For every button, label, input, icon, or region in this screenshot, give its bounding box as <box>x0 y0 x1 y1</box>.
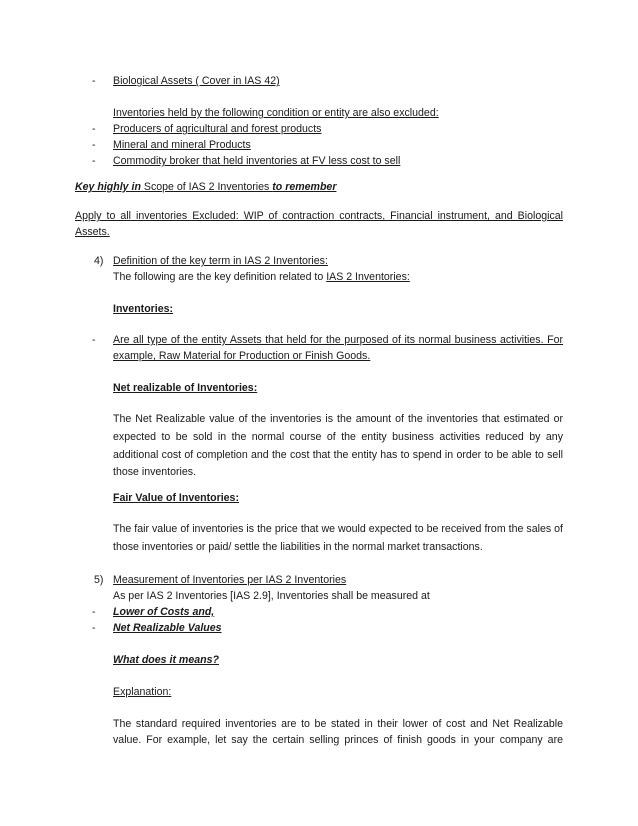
exclusion-item: Producers of agricultural and forest products <box>113 123 322 135</box>
inventories-heading: Inventories: <box>113 303 174 315</box>
exclusion-intro: Inventories held by the following condition or entity are also excluded: <box>113 107 439 119</box>
list-dash: - <box>92 139 96 151</box>
explanation-paragraph-line: value. For example, let say the certain selling princes of finish goods in your company are <box>113 734 563 746</box>
exclusion-item: Commodity broker that held inventories at FV less cost to sell <box>113 155 401 167</box>
list-dash: - <box>92 622 96 634</box>
section-5-number: 5) <box>94 574 104 586</box>
explanation-heading: Explanation: <box>113 686 172 698</box>
section-5-intro: As per IAS 2 Inventories [IAS 2.9], Inventories shall be measured at <box>113 590 430 602</box>
question-heading: What does it means? <box>113 654 219 666</box>
key-highlight-tail: to remember <box>272 181 337 193</box>
list-dash: - <box>92 75 96 87</box>
section-5-title: Measurement of Inventories per IAS 2 Inventories <box>113 574 347 586</box>
key-highlight-lead: Key highly in <box>75 181 141 193</box>
nrv-paragraph-line: The Net Realizable value of the inventories is the amount of the inventories that estimated or <box>113 413 563 425</box>
nrv-paragraph-line: those inventories. <box>113 466 197 478</box>
section-4-intro <box>113 271 410 284</box>
section-4-title: Definition of the key term in IAS 2 Inventories: <box>113 255 328 267</box>
list-dash: - <box>92 123 96 135</box>
apply-all-line2: Assets. <box>75 226 110 238</box>
measurement-bullet: Lower of Costs and, <box>113 606 215 618</box>
apply-all-line1: Apply to all inventories Excluded: WIP of contraction contracts, Financial instrument, and Biological <box>75 210 563 222</box>
list-dash: - <box>92 606 96 618</box>
fair-value-heading: Fair Value of Inventories: <box>113 492 239 504</box>
fair-value-paragraph-line: The fair value of inventories is the price that we would expected to be received from the sales of <box>113 523 563 535</box>
inventories-definition-line1: Are all type of the entity Assets that held for the purposed of its normal business activities. For <box>113 334 563 346</box>
list-dash: - <box>92 334 96 346</box>
fair-value-paragraph-line: those inventories or paid/ settle the liabilities in the normal market transactions. <box>113 541 483 553</box>
key-highlight-middle: Scope of IAS 2 Inventories <box>140 181 273 193</box>
exclusion-biological: Biological Assets ( Cover in IAS 42) <box>113 75 280 87</box>
measurement-bullet: Net Realizable Values <box>113 622 222 634</box>
key-highlight-line <box>75 181 336 194</box>
section-4-number: 4) <box>94 255 104 267</box>
nrv-paragraph-line: additional cost of completion and the cost that the entity has to spend in order to be able to sell <box>113 449 563 461</box>
nrv-paragraph-line: expected to be sold in the normal course of the entity business activities reduced by any <box>113 431 563 443</box>
explanation-paragraph-line: The standard required inventories are to be stated in their lower of cost and Net Realizable <box>113 718 563 730</box>
section-4-intro-link: IAS 2 Inventories: <box>326 271 410 283</box>
inventories-definition-line2: example, Raw Material for Production or Finish Goods. <box>113 350 371 362</box>
list-dash: - <box>92 155 96 167</box>
section-4-intro-text: The following are the key definition related to <box>113 271 327 283</box>
nrv-heading: Net realizable of Inventories: <box>113 382 258 394</box>
exclusion-item: Mineral and mineral Products <box>113 139 251 151</box>
